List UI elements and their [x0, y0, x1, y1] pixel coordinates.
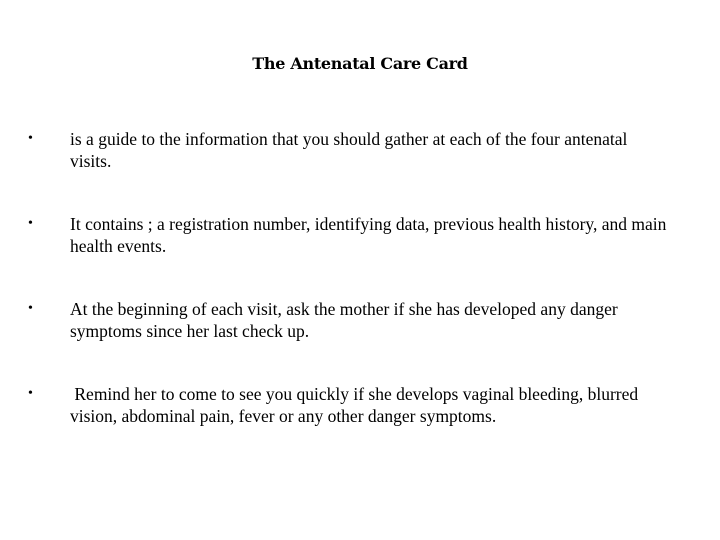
- bullet-list: [28, 128, 671, 427]
- bullet-item: [28, 128, 668, 172]
- bullet-text: It contains ; a registration number, identifying data, previous health history, and main health events.: [70, 214, 671, 256]
- bullet-text: Remind her to come to see you quickly if she develops vaginal bleeding, blurred vision, abdominal pain, fever or any other danger symptoms.: [70, 384, 643, 426]
- bullet-item: [28, 383, 668, 427]
- bullet-text: At the beginning of each visit, ask the mother if she has developed any danger symptoms since her last check up.: [70, 299, 623, 341]
- bullet-item: [28, 298, 668, 342]
- bullet-item: [28, 213, 671, 257]
- bullet-icon: •: [28, 131, 33, 146]
- slide-title: The Antenatal Care Card: [252, 54, 468, 73]
- bullet-icon: •: [28, 216, 33, 231]
- bullet-icon: •: [28, 386, 33, 401]
- bullet-icon: •: [28, 301, 33, 316]
- bullet-text: is a guide to the information that you should gather at each of the four antenatal visits.: [70, 129, 632, 171]
